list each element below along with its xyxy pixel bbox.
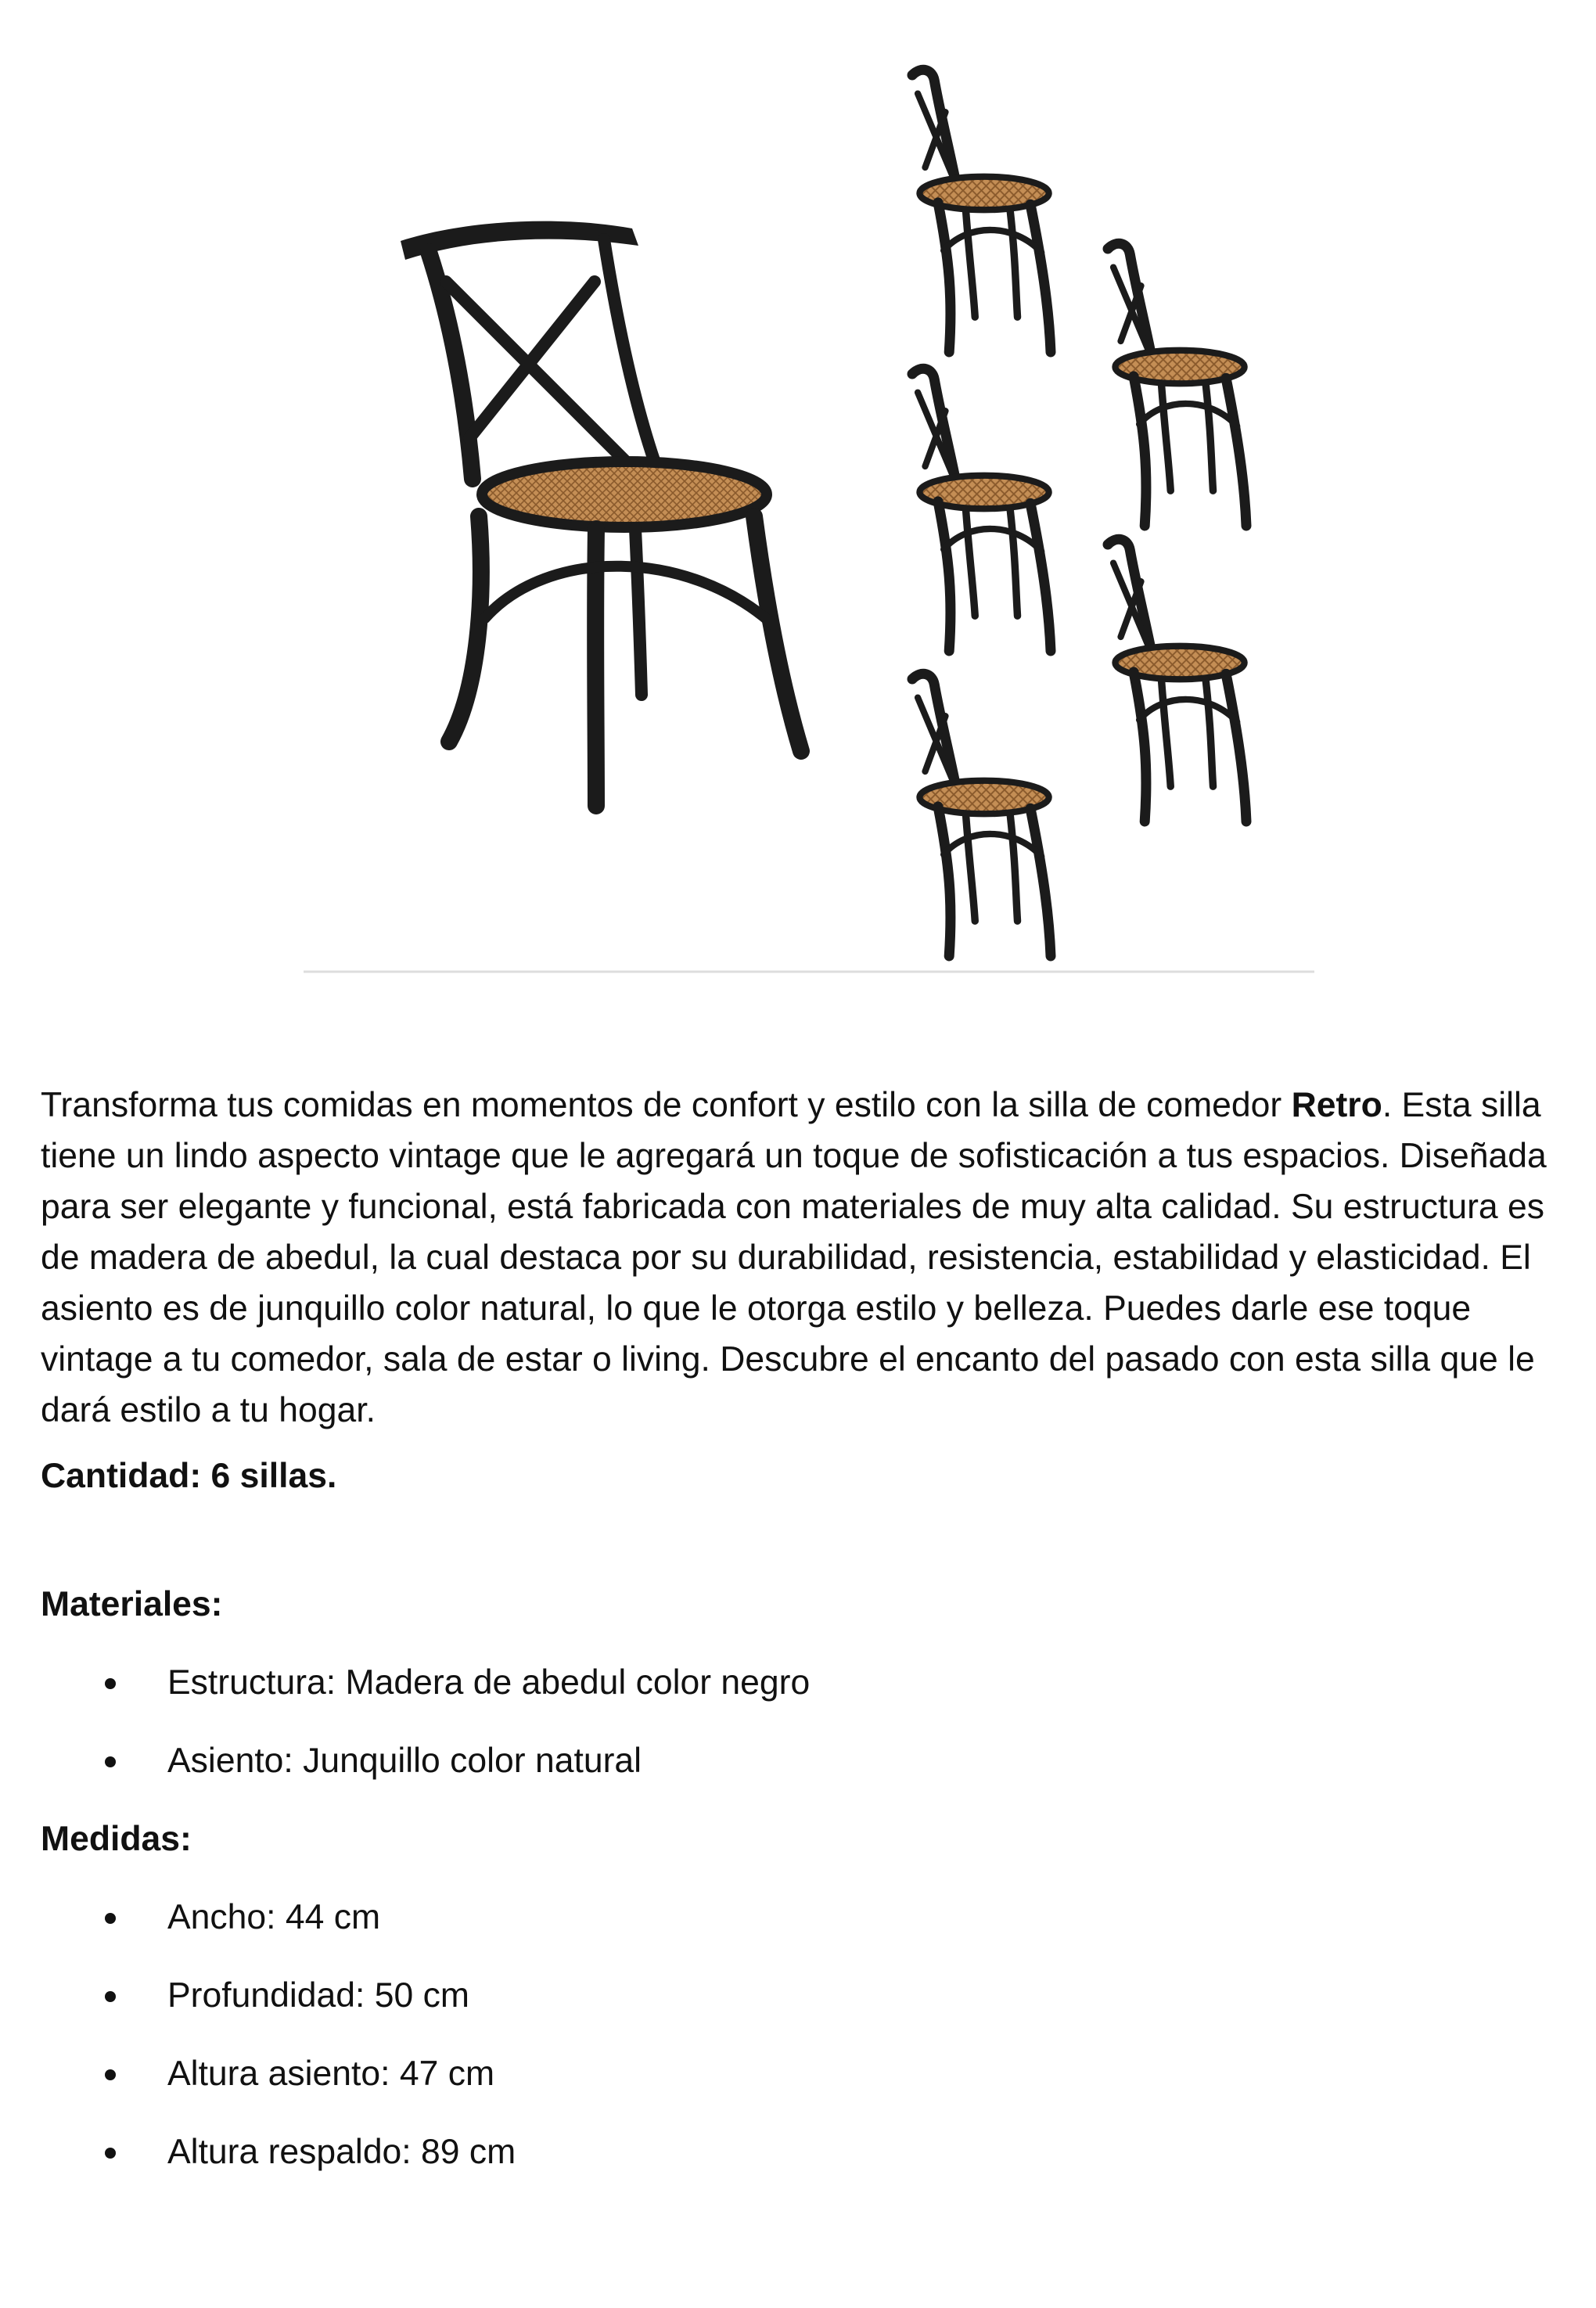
measures-list bbox=[41, 1894, 1574, 2176]
bullet-icon bbox=[105, 2069, 116, 2080]
list-item: Altura asiento: 47 cm bbox=[41, 2051, 1574, 2098]
small-chair-illustration bbox=[1108, 539, 1246, 821]
bullet-icon bbox=[105, 1991, 116, 2002]
materials-heading: Materiales: bbox=[41, 1585, 223, 1623]
description-text-end: . Esta silla tiene un lindo aspecto vintage que le agregará un toque de sofisticación a tus espacios. Diseñada para ser elegante y funcional, está fabricada con materiales de muy alta calidad. Su estructura es de madera de abedul, la cual destaca por su durabilidad, resistencia, estabilidad y elasticidad. El asiento es de junquillo color natural, lo que le otorga estilo y belleza. Puedes darle ese toque vintage a tu comedor, sala de estar o living. Descubre el encanto del pasado con esta silla que le dará estilo a tu hogar. bbox=[41, 1086, 1547, 1429]
list-item: Ancho: 44 cm bbox=[41, 1894, 1574, 1941]
list-item: Estructura: Madera de abedul color negro bbox=[41, 1659, 1574, 1706]
bullet-icon bbox=[105, 1913, 116, 1924]
small-chair-illustration bbox=[1108, 243, 1246, 526]
small-chair-illustration bbox=[912, 368, 1051, 651]
product-description bbox=[41, 1080, 1574, 1436]
quantity-label: Cantidad: 6 sillas. bbox=[41, 1457, 337, 1495]
list-item: Asiento: Junquillo color natural bbox=[41, 1738, 1574, 1785]
large-chair-illustration bbox=[401, 221, 801, 806]
list-item: Profundidad: 50 cm bbox=[41, 1972, 1574, 2019]
small-chair-illustration bbox=[912, 70, 1051, 352]
description-text-start: Transforma tus comidas en momentos de confort y estilo con la silla de comedor bbox=[41, 1086, 1292, 1124]
product-description-section bbox=[41, 1080, 1574, 2176]
bullet-icon bbox=[105, 1756, 116, 1767]
bullet-icon bbox=[105, 2148, 116, 2159]
product-image bbox=[0, 0, 1596, 1017]
list-item: Altura respaldo: 89 cm bbox=[41, 2129, 1574, 2176]
materials-list bbox=[41, 1659, 1574, 1785]
product-name: Retro bbox=[1291, 1086, 1382, 1124]
bullet-icon bbox=[105, 1678, 116, 1689]
small-chair-illustration bbox=[912, 674, 1051, 956]
measures-heading: Medidas: bbox=[41, 1820, 192, 1858]
